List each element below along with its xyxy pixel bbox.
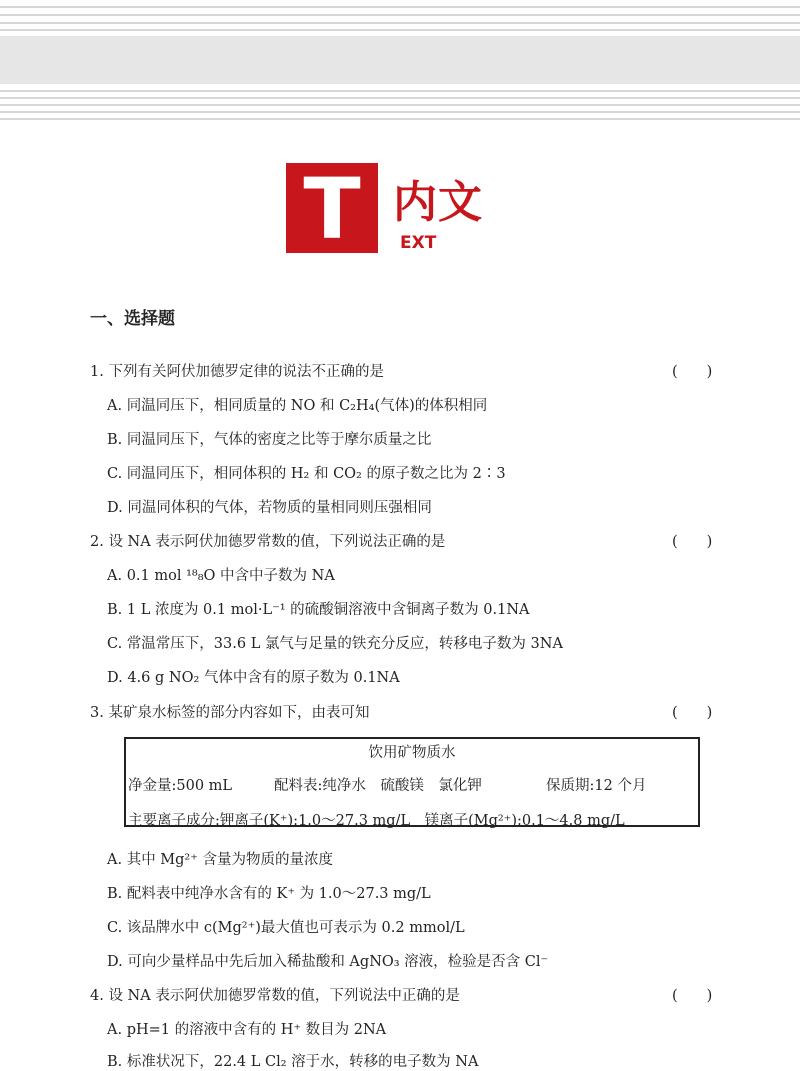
question-4-stem: 4. 设 NA 表示阿伏加德罗常数的值，下列说法中正确的是 bbox=[90, 988, 460, 1004]
header-stripe bbox=[0, 97, 800, 99]
table-row-ions: 主要离子成分:钾离子(K⁺):1.0～27.3 mg/L 镁离子(Mg²⁺):0.1～4.8 mg/L bbox=[128, 813, 625, 829]
question-1-option-b: B. 同温同压下，气体的密度之比等于摩尔质量之比 bbox=[107, 432, 432, 448]
header-stripe bbox=[0, 29, 800, 31]
question-4-option-b: B. 标准状况下，22.4 L Cl₂ 溶于水，转移的电子数为 NA bbox=[107, 1054, 479, 1070]
question-2-option-c: C. 常温常压下，33.6 L 氯气与足量的铁充分反应，转移电子数为 3NA bbox=[107, 636, 563, 652]
table-row bbox=[128, 774, 700, 795]
question-1-option-d: D. 同温同体积的气体，若物质的量相同则压强相同 bbox=[107, 500, 432, 516]
answer-bracket: ( ) bbox=[672, 364, 713, 380]
header-stripe bbox=[0, 118, 800, 120]
header-band bbox=[0, 36, 800, 84]
header-stripe bbox=[0, 90, 800, 92]
header-stripe bbox=[0, 6, 800, 8]
mineral-water-label-table bbox=[124, 737, 700, 827]
question-3-stem: 3. 某矿泉水标签的部分内容如下，由表可知 bbox=[90, 705, 370, 721]
net-content: 净金量:500 mL bbox=[128, 778, 233, 794]
question-1-option-c: C. 同温同压下，相同体积的 H₂ 和 CO₂ 的原子数之比为 2∶3 bbox=[107, 466, 506, 482]
header-stripe bbox=[0, 22, 800, 24]
question-3-option-c: C. 该品牌水中 c(Mg²⁺)最大值也可表示为 0.2 mmol/L bbox=[107, 920, 465, 936]
question-3-option-d: D. 可向少量样品中先后加入稀盐酸和 AgNO₃ 溶液，检验是否含 Cl⁻ bbox=[107, 954, 549, 970]
shelf-life: 保质期:12 个月 bbox=[546, 778, 647, 794]
logo-subtitle: EXT bbox=[400, 233, 437, 253]
question-3-option-a: A. 其中 Mg²⁺ 含量为物质的量浓度 bbox=[107, 852, 334, 868]
text-logo bbox=[286, 160, 378, 258]
question-2-option-a: A. 0.1 mol ¹⁸₈O 中含中子数为 NA bbox=[107, 568, 335, 584]
question-2-stem: 2. 设 NA 表示阿伏加德罗常数的值，下列说法正确的是 bbox=[90, 534, 446, 550]
answer-bracket: ( ) bbox=[672, 534, 713, 550]
header-stripe bbox=[0, 104, 800, 106]
table-title: 饮用矿物质水 bbox=[368, 745, 456, 761]
question-2-option-b: B. 1 L 浓度为 0.1 mol·L⁻¹ 的硫酸铜溶液中含铜离子数为 0.1NA bbox=[107, 602, 530, 618]
ingredients: 配料表:纯净水 硫酸镁 氯化钾 bbox=[274, 778, 482, 794]
question-1-option-a: A. 同温同压下，相同质量的 NO 和 C₂H₄(气体)的体积相同 bbox=[107, 398, 488, 414]
question-2-option-d: D. 4.6 g NO₂ 气体中含有的原子数为 0.1NA bbox=[107, 670, 400, 686]
question-3-option-b: B. 配料表中纯净水含有的 K⁺ 为 1.0～27.3 mg/L bbox=[107, 886, 431, 902]
logo-title: 内文 bbox=[393, 177, 483, 228]
header-stripe bbox=[0, 111, 800, 113]
answer-bracket: ( ) bbox=[672, 705, 713, 721]
header-stripe bbox=[0, 14, 800, 16]
section-title: 一、选择题 bbox=[90, 309, 175, 329]
question-4-option-a: A. pH=1 的溶液中含有的 H⁺ 数目为 2NA bbox=[107, 1022, 387, 1038]
answer-bracket: ( ) bbox=[672, 988, 713, 1004]
logo-letter: T bbox=[303, 160, 361, 258]
question-1-stem: 1. 下列有关阿伏加德罗定律的说法不正确的是 bbox=[90, 364, 384, 380]
